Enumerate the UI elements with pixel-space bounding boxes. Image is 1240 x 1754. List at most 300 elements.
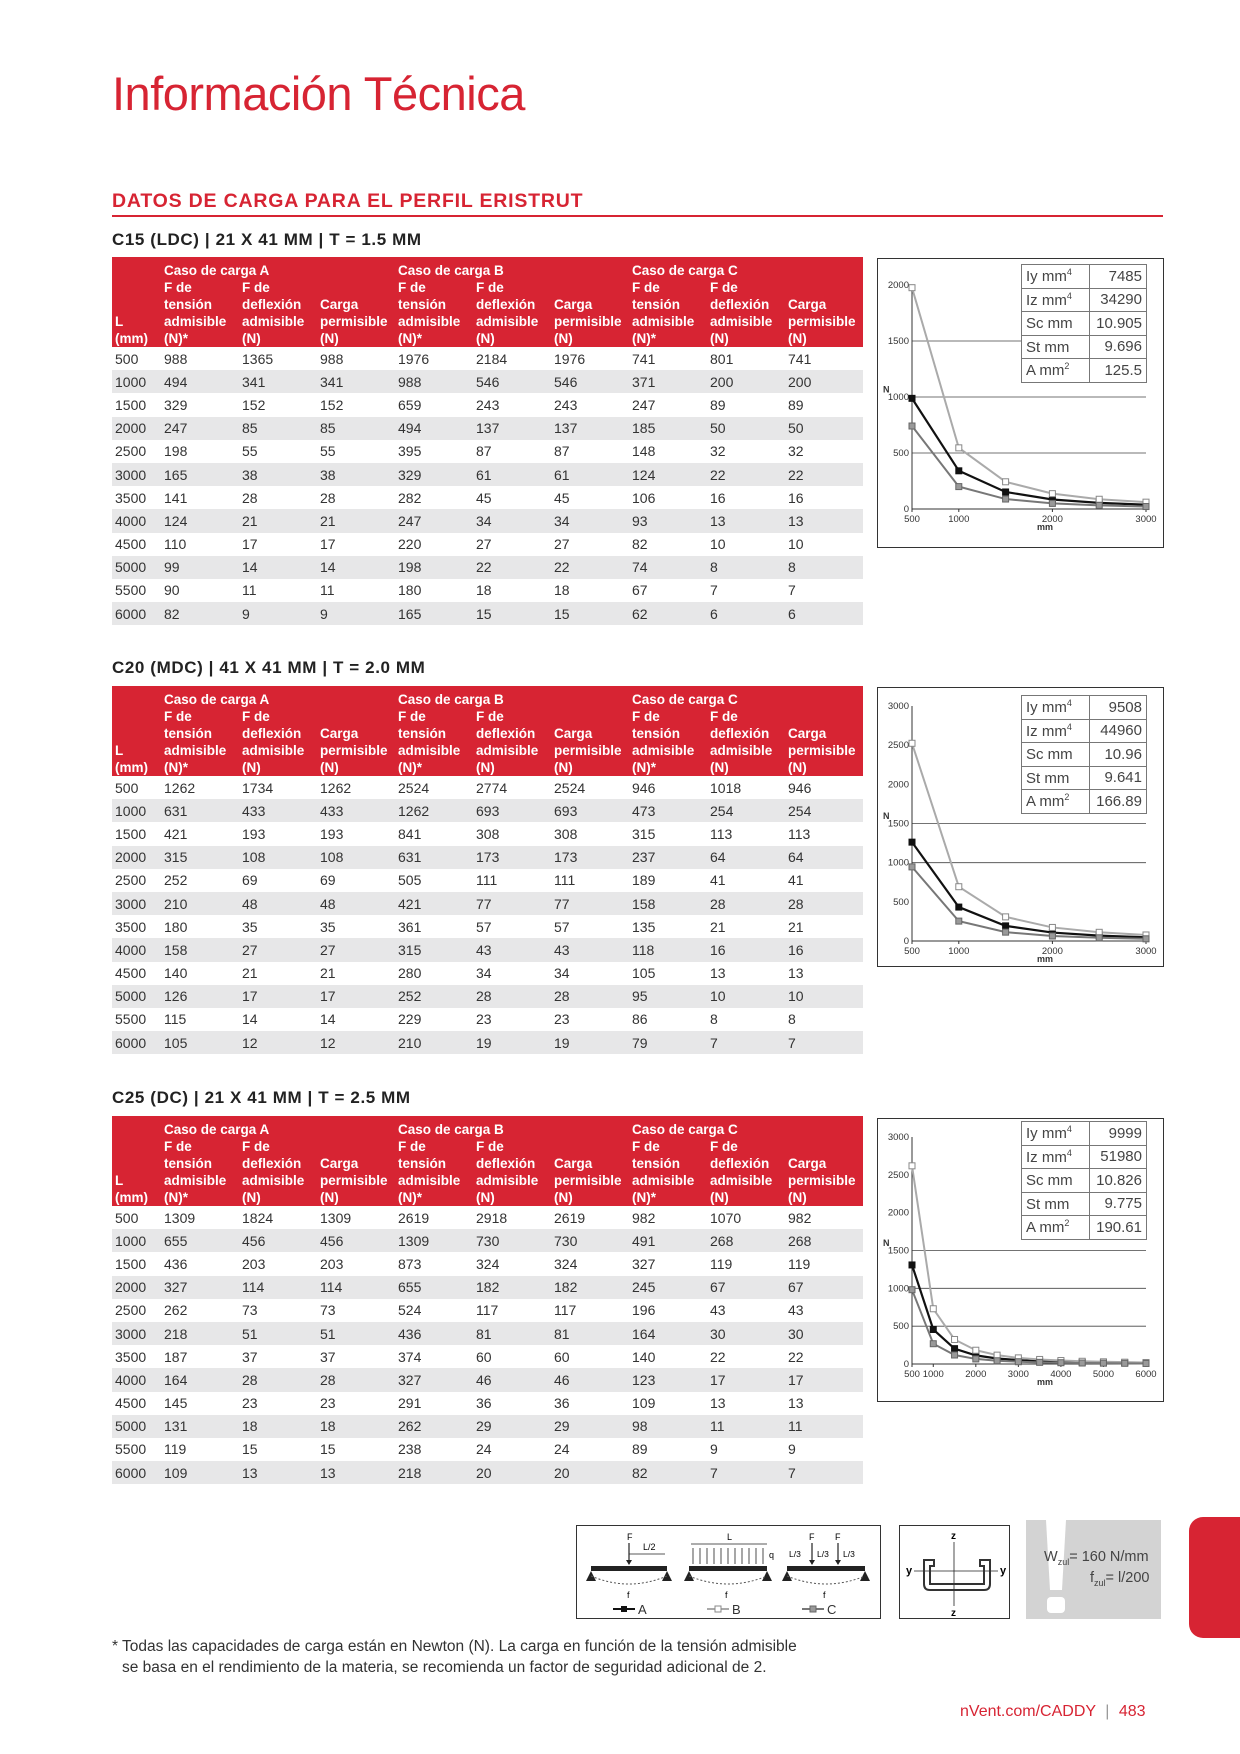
section-properties-c15 bbox=[1021, 264, 1147, 383]
header-deflexion: admisible bbox=[239, 313, 317, 330]
table-row bbox=[112, 602, 863, 625]
table-row bbox=[112, 463, 863, 486]
table-cell: 631 bbox=[161, 799, 239, 822]
table-row bbox=[112, 486, 863, 509]
table-row bbox=[112, 962, 863, 985]
table-row bbox=[112, 985, 863, 1008]
table-cell: 2774 bbox=[476, 779, 508, 796]
legend-marker-b bbox=[715, 1606, 721, 1612]
header-case-c: Caso de carga C bbox=[629, 686, 863, 708]
table-cell: 109 bbox=[161, 1461, 239, 1484]
table-cell: 1000 bbox=[112, 370, 161, 393]
data-point-a bbox=[909, 1262, 915, 1268]
channel-profile-icon bbox=[924, 1560, 990, 1590]
table-cell: 374 bbox=[398, 1348, 422, 1365]
table-cell: 200 bbox=[707, 370, 785, 393]
data-point-c bbox=[1096, 935, 1102, 941]
table-cell: 140 bbox=[164, 965, 188, 982]
table-cell: 324 bbox=[554, 1255, 578, 1272]
header-length: (mm) bbox=[112, 1189, 161, 1206]
header-deflexion: deflexión bbox=[707, 725, 785, 742]
table-cell: 17 bbox=[317, 985, 395, 1008]
table-cell: 119 bbox=[788, 1255, 811, 1272]
x-axis-label: mm bbox=[1036, 1377, 1054, 1387]
property-row bbox=[1022, 312, 1147, 336]
table-cell: 23 bbox=[476, 1011, 492, 1028]
table-cell: 500 bbox=[115, 1209, 139, 1226]
header-tension: (N)* bbox=[161, 330, 239, 347]
table-cell: 21 bbox=[239, 509, 317, 532]
page-number: 483 bbox=[1118, 1703, 1146, 1720]
series-line-a bbox=[912, 1265, 1146, 1363]
table-cell: 37 bbox=[242, 1348, 258, 1365]
table-cell: 119 bbox=[710, 1255, 733, 1272]
table-cell: 22 bbox=[551, 556, 629, 579]
header-case-c: Caso de carga C bbox=[629, 257, 863, 279]
wzul-subscript: zul bbox=[1057, 1556, 1070, 1567]
table-cell: 79 bbox=[629, 1031, 707, 1054]
table-row bbox=[112, 347, 863, 370]
table-row bbox=[112, 579, 863, 602]
table-cell: 27 bbox=[476, 536, 492, 553]
table-cell: 193 bbox=[242, 825, 266, 842]
data-point-c bbox=[1100, 1360, 1106, 1366]
header-tension: admisible bbox=[629, 742, 707, 759]
table-cell: 50 bbox=[707, 417, 785, 440]
block-title-c15: C15 (LDC) | 21 X 41 MM | T = 1.5 MM bbox=[112, 230, 422, 249]
dim-l3-2: L/3 bbox=[817, 1549, 829, 1559]
table-cell: 1734 bbox=[242, 779, 274, 796]
table-cell: 11 bbox=[320, 582, 335, 599]
footnote bbox=[112, 1636, 797, 1678]
table-cell: 34 bbox=[476, 965, 492, 982]
header-carga: permisible bbox=[785, 313, 863, 330]
table-cell: 111 bbox=[476, 872, 498, 889]
data-point-c bbox=[1049, 933, 1055, 939]
table-cell: 494 bbox=[161, 370, 239, 393]
table-cell: 43 bbox=[710, 1302, 726, 1319]
table-cell: 546 bbox=[551, 370, 629, 393]
header-tension: (N)* bbox=[395, 1189, 473, 1206]
header-deflexion: deflexión bbox=[473, 296, 551, 313]
table-cell: 180 bbox=[398, 582, 422, 599]
table-cell: 19 bbox=[551, 1031, 629, 1054]
header-tension: admisible bbox=[629, 313, 707, 330]
table-cell: 115 bbox=[164, 1011, 187, 1028]
table-cell: 37 bbox=[320, 1348, 336, 1365]
header-blank bbox=[112, 257, 161, 279]
data-point-c bbox=[909, 864, 915, 870]
table-cell: 1309 bbox=[164, 1209, 196, 1226]
table-cell: 73 bbox=[242, 1302, 258, 1319]
data-point-a bbox=[952, 1346, 958, 1352]
table-cell: 801 bbox=[710, 350, 734, 367]
table-cell: 193 bbox=[320, 825, 344, 842]
table-cell: 38 bbox=[317, 463, 395, 486]
header-tension: (N)* bbox=[161, 1189, 239, 1206]
y-tick-label: 1500 bbox=[887, 336, 909, 347]
header-length: L bbox=[112, 313, 161, 330]
table-cell: 173 bbox=[473, 846, 551, 869]
dim-deflect-b: f bbox=[725, 1590, 728, 1600]
property-value: 9.641 bbox=[1090, 766, 1147, 790]
table-cell: 89 bbox=[632, 1441, 648, 1458]
dim-q-label: q bbox=[769, 1550, 775, 1560]
table-cell: 546 bbox=[473, 370, 551, 393]
table-row bbox=[112, 1438, 863, 1461]
table-cell: 38 bbox=[239, 463, 317, 486]
table-cell: 46 bbox=[551, 1368, 629, 1391]
data-point-c bbox=[1058, 1360, 1064, 1366]
series-line-c bbox=[912, 867, 1146, 939]
table-cell: 111 bbox=[554, 872, 576, 889]
table-cell: 82 bbox=[161, 602, 239, 625]
header-deflexion: (N) bbox=[239, 330, 317, 347]
property-value: 10.905 bbox=[1090, 312, 1147, 336]
table-cell: 841 bbox=[398, 825, 422, 842]
header-blank bbox=[112, 1138, 161, 1155]
table-cell: 189 bbox=[632, 872, 656, 889]
data-point-c bbox=[1049, 500, 1055, 506]
data-point-a bbox=[930, 1326, 936, 1332]
table-cell: 28 bbox=[551, 985, 629, 1008]
header-carga: permisible bbox=[785, 742, 863, 759]
table-cell: 158 bbox=[161, 938, 239, 961]
header-carga: Carga bbox=[551, 296, 629, 313]
table-cell: 32 bbox=[788, 443, 804, 460]
header-blank bbox=[112, 1155, 161, 1172]
header-deflexion: deflexión bbox=[707, 296, 785, 313]
x-axis-label: mm bbox=[1036, 954, 1054, 964]
header-deflexion: F de bbox=[239, 279, 317, 296]
table-cell: 203 bbox=[320, 1255, 344, 1272]
footer-link[interactable]: nVent.com/CADDY bbox=[960, 1703, 1096, 1720]
table-cell: 238 bbox=[398, 1441, 422, 1458]
table-cell: 41 bbox=[710, 872, 726, 889]
table-cell: 3000 bbox=[112, 1322, 161, 1345]
table-cell: 29 bbox=[551, 1415, 629, 1438]
table-cell: 10 bbox=[707, 985, 785, 1008]
header-deflexion: deflexión bbox=[473, 725, 551, 742]
header-carga: (N) bbox=[785, 1189, 863, 1206]
dim-f-label: F bbox=[627, 1532, 633, 1542]
header-carga: Carga bbox=[551, 1155, 629, 1172]
header-tension: tensión bbox=[629, 296, 707, 313]
table-cell: 329 bbox=[164, 396, 188, 413]
header-tension: F de bbox=[629, 708, 707, 725]
table-cell: 93 bbox=[629, 509, 707, 532]
property-row bbox=[1022, 1192, 1147, 1216]
table-cell: 2500 bbox=[115, 872, 147, 889]
header-deflexion: F de bbox=[707, 1138, 785, 1155]
x-tick-label: 500 bbox=[904, 1369, 920, 1380]
data-point-c bbox=[909, 423, 915, 429]
table-cell: 105 bbox=[632, 965, 656, 982]
table-cell: 114 bbox=[317, 1276, 395, 1299]
table-cell: 436 bbox=[164, 1255, 188, 1272]
property-value: 9508 bbox=[1090, 696, 1147, 720]
table-cell: 46 bbox=[473, 1368, 551, 1391]
block-title-c25: C25 (DC) | 21 X 41 MM | T = 2.5 MM bbox=[112, 1088, 411, 1107]
property-value: 9.775 bbox=[1090, 1192, 1147, 1216]
table-cell: 109 bbox=[632, 1395, 656, 1412]
table-cell: 10 bbox=[785, 985, 863, 1008]
property-row bbox=[1022, 1216, 1147, 1240]
y-axis-label: N bbox=[883, 384, 890, 395]
table-cell: 1018 bbox=[710, 779, 742, 796]
table-cell: 43 bbox=[551, 938, 629, 961]
table-row bbox=[112, 1461, 863, 1484]
table-cell: 324 bbox=[476, 1255, 500, 1272]
table-cell: 4000 bbox=[112, 1368, 161, 1391]
cross-section-diagram bbox=[899, 1525, 1010, 1619]
table-row bbox=[112, 915, 863, 938]
dim-f1-label: F bbox=[809, 1532, 815, 1542]
header-carga: Carga bbox=[317, 725, 395, 742]
table-cell: 27 bbox=[239, 938, 317, 961]
axis-y-right: y bbox=[1000, 1565, 1007, 1577]
table-cell: 22 bbox=[788, 1348, 804, 1365]
property-value: 10.96 bbox=[1090, 743, 1147, 767]
header-case-b: Caso de carga B bbox=[395, 686, 629, 708]
header-deflexion: admisible bbox=[473, 742, 551, 759]
table-cell: 1000 bbox=[112, 1229, 161, 1252]
table-cell: 28 bbox=[239, 1368, 317, 1391]
table-cell: 124 bbox=[629, 463, 707, 486]
load-case-svg bbox=[577, 1526, 882, 1620]
table-cell: 32 bbox=[710, 443, 726, 460]
table-cell: 8 bbox=[710, 1011, 718, 1028]
header-deflexion: admisible bbox=[707, 1172, 785, 1189]
table-cell: 741 bbox=[788, 350, 812, 367]
table-cell: 655 bbox=[395, 1276, 473, 1299]
table-cell: 491 bbox=[629, 1229, 707, 1252]
table-cell: 315 bbox=[395, 938, 473, 961]
table-cell: 185 bbox=[629, 417, 707, 440]
y-tick-label: 500 bbox=[893, 896, 909, 908]
header-deflexion: deflexión bbox=[473, 1155, 551, 1172]
table-cell: 5000 bbox=[112, 985, 161, 1008]
table-cell: 268 bbox=[785, 1229, 863, 1252]
table-cell: 135 bbox=[632, 918, 656, 935]
table-cell: 1262 bbox=[164, 779, 196, 796]
header-blank bbox=[112, 296, 161, 313]
table-cell: 1000 bbox=[112, 799, 161, 822]
property-row bbox=[1022, 265, 1147, 289]
table-cell: 247 bbox=[632, 396, 656, 413]
load-case-diagram bbox=[576, 1525, 881, 1619]
header-deflexion: F de bbox=[473, 1138, 551, 1155]
data-point-a bbox=[956, 904, 962, 910]
table-cell: 23 bbox=[242, 1395, 258, 1412]
table-cell: 90 bbox=[164, 582, 180, 599]
table-cell: 5500 bbox=[115, 582, 147, 599]
header-deflexion: F de bbox=[239, 1138, 317, 1155]
table-cell: 61 bbox=[473, 463, 551, 486]
table-cell: 2500 bbox=[115, 1302, 147, 1319]
table-cell: 13 bbox=[785, 509, 863, 532]
table-cell: 655 bbox=[161, 1229, 239, 1252]
table-cell: 13 bbox=[239, 1461, 317, 1484]
axis-z-bottom: z bbox=[951, 1608, 956, 1619]
table-row bbox=[112, 1229, 863, 1252]
property-value: 7485 bbox=[1090, 265, 1147, 289]
header-case-a: Caso de carga A bbox=[161, 1116, 395, 1138]
data-point-c bbox=[1015, 1359, 1021, 1365]
header-blank bbox=[112, 708, 161, 725]
table-cell: 28 bbox=[317, 1368, 395, 1391]
table-cell: 17 bbox=[242, 536, 258, 553]
header-tension: tensión bbox=[161, 725, 239, 742]
table-cell: 18 bbox=[317, 1415, 395, 1438]
table-cell: 51 bbox=[239, 1322, 317, 1345]
table-row bbox=[112, 393, 863, 416]
table-cell: 946 bbox=[788, 779, 812, 796]
table-cell: 4500 bbox=[115, 965, 147, 982]
data-point-c bbox=[1122, 1360, 1128, 1366]
table-cell: 5500 bbox=[115, 1441, 147, 1458]
table-cell: 118 bbox=[629, 938, 707, 961]
table-row bbox=[112, 1276, 863, 1299]
wzul-symbol: W bbox=[1044, 1549, 1058, 1565]
header-tension: F de bbox=[161, 1138, 239, 1155]
table-cell: 1976 bbox=[398, 350, 430, 367]
table-cell: 21 bbox=[788, 918, 804, 935]
table-cell: 218 bbox=[161, 1322, 239, 1345]
table-row bbox=[112, 1299, 863, 1322]
data-point-c bbox=[1143, 1360, 1149, 1366]
header-deflexion: F de bbox=[707, 279, 785, 296]
table-cell: 187 bbox=[164, 1348, 188, 1365]
table-cell: 11 bbox=[785, 1415, 863, 1438]
data-point-b bbox=[1003, 914, 1009, 920]
data-point-c bbox=[1003, 929, 1009, 935]
property-label: St mm bbox=[1022, 1192, 1090, 1216]
property-row bbox=[1022, 335, 1147, 359]
table-cell: 988 bbox=[395, 370, 473, 393]
fzul-line bbox=[1090, 1570, 1150, 1588]
header-blank bbox=[112, 279, 161, 296]
table-cell: 1824 bbox=[242, 1209, 274, 1226]
table-cell: 237 bbox=[629, 846, 707, 869]
table-cell: 243 bbox=[554, 396, 578, 413]
header-deflexion: F de bbox=[473, 279, 551, 296]
table-cell: 108 bbox=[239, 846, 317, 869]
table-cell: 99 bbox=[161, 556, 239, 579]
table-cell: 308 bbox=[554, 825, 578, 842]
y-tick-label: 2000 bbox=[887, 779, 909, 791]
table-cell: 8 bbox=[707, 556, 785, 579]
table-cell: 268 bbox=[707, 1229, 785, 1252]
table-cell: 85 bbox=[239, 417, 317, 440]
property-row bbox=[1022, 1122, 1147, 1146]
wzul-line bbox=[1044, 1549, 1149, 1567]
table-cell: 247 bbox=[161, 417, 239, 440]
table-cell: 12 bbox=[239, 1031, 317, 1054]
table-row bbox=[112, 533, 863, 556]
header-tension: F de bbox=[395, 708, 473, 725]
header-tension: F de bbox=[629, 279, 707, 296]
table-row bbox=[112, 799, 863, 822]
header-deflexion: admisible bbox=[239, 742, 317, 759]
series-line-a bbox=[912, 398, 1146, 504]
header-carga: Carga bbox=[317, 1155, 395, 1172]
header-tension: F de bbox=[395, 1138, 473, 1155]
data-point-c bbox=[956, 918, 962, 924]
section-title: DATOS DE CARGA PARA EL PERFIL ERISTRUT bbox=[112, 190, 584, 212]
table-cell: 13 bbox=[788, 1395, 804, 1412]
table-cell: 22 bbox=[473, 556, 551, 579]
data-point-a bbox=[1003, 923, 1009, 929]
table-cell: 7 bbox=[707, 1031, 785, 1054]
table-cell: 659 bbox=[398, 396, 422, 413]
table-cell: 341 bbox=[317, 370, 395, 393]
table-cell: 730 bbox=[473, 1229, 551, 1252]
table-cell: 82 bbox=[629, 1461, 707, 1484]
header-tension: tensión bbox=[395, 296, 473, 313]
table-cell: 262 bbox=[164, 1302, 188, 1319]
data-point-c bbox=[1096, 502, 1102, 508]
table-cell: 110 bbox=[164, 536, 187, 553]
table-cell: 3500 bbox=[115, 489, 147, 506]
table-cell: 7 bbox=[788, 582, 796, 599]
data-point-b bbox=[909, 285, 915, 291]
table-cell: 16 bbox=[788, 489, 804, 506]
table-cell: 114 bbox=[239, 1276, 317, 1299]
table-cell: 57 bbox=[554, 918, 570, 935]
y-tick-label: 2000 bbox=[887, 280, 909, 291]
property-label: Iy $mm^4$ bbox=[1022, 265, 1090, 289]
table-cell: 7 bbox=[785, 1461, 863, 1484]
legend-label-c: C bbox=[827, 1602, 837, 1617]
table-cell: 198 bbox=[164, 443, 188, 460]
data-point-c bbox=[930, 1341, 936, 1347]
header-tension: admisible bbox=[395, 742, 473, 759]
table-cell: 9 bbox=[239, 602, 317, 625]
header-tension: admisible bbox=[395, 1172, 473, 1189]
header-carga: (N) bbox=[317, 759, 395, 776]
header-carga: (N) bbox=[785, 759, 863, 776]
table-cell: 3000 bbox=[112, 892, 161, 915]
table-cell: 35 bbox=[320, 918, 336, 935]
x-tick-label: 500 bbox=[904, 946, 920, 957]
header-tension: F de bbox=[629, 1138, 707, 1155]
header-deflexion: (N) bbox=[239, 1189, 317, 1206]
table-cell: 48 bbox=[317, 892, 395, 915]
table-cell: 17 bbox=[785, 1368, 863, 1391]
data-point-c bbox=[952, 1352, 958, 1358]
table-cell: 22 bbox=[707, 463, 785, 486]
legend-marker-c bbox=[810, 1606, 816, 1612]
axis-z-top: z bbox=[951, 1531, 956, 1542]
table-cell: 8 bbox=[788, 1011, 796, 1028]
table-cell: 20 bbox=[473, 1461, 551, 1484]
table-cell: 291 bbox=[398, 1395, 422, 1412]
table-cell: 7 bbox=[710, 582, 718, 599]
table-cell: 50 bbox=[785, 417, 863, 440]
table-row bbox=[112, 1322, 863, 1345]
load-table-c25 bbox=[112, 1116, 863, 1484]
table-row bbox=[112, 869, 863, 892]
header-case-a: Caso de carga A bbox=[161, 686, 395, 708]
header-deflexion: F de bbox=[239, 708, 317, 725]
data-point-b bbox=[909, 1163, 915, 1169]
x-tick-label: 2000 bbox=[965, 1369, 987, 1380]
y-tick-label: 0 bbox=[903, 936, 909, 947]
table-cell: 119 bbox=[164, 1441, 187, 1458]
table-cell: 16 bbox=[710, 489, 726, 506]
warning-exclamation-icon bbox=[1036, 1520, 1076, 1619]
